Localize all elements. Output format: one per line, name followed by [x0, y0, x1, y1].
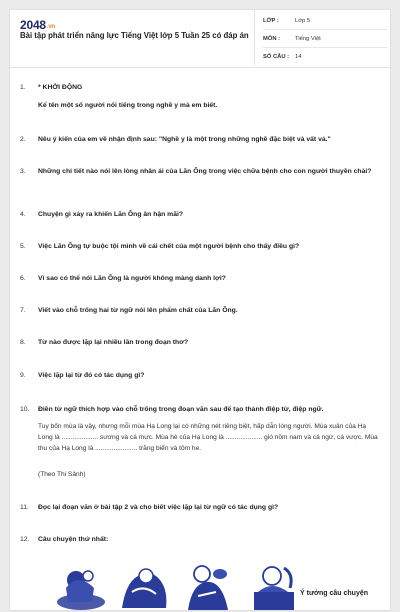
meta-row-grade: [263, 12, 387, 30]
question-text: Vì sao có thể nói Lãn Ông là người không màng danh lợi?: [38, 275, 226, 282]
page-title: Bài tập phát triển năng lực Tiếng Việt lớp 5 Tuần 25 có đáp án: [20, 31, 249, 40]
question-text: Đọc lại đoạn văn ở bài tập 2 và cho biết việc lặp lại từ ngữ có tác dụng gì?: [38, 504, 279, 511]
illustration-caption: Ý tưởng câu chuyện: [300, 590, 369, 597]
meta-value: 14: [295, 54, 302, 60]
question-number: 10.: [20, 406, 30, 413]
question-text: Việc Lãn Ông tự buộc tội mình về cái chết của một người bệnh cho thấy điều gì?: [38, 243, 300, 250]
passage-text: Tuy bốn mùa là vậy, nhưng mỗi mùa Hạ Long lại có những nét riêng biệt, hấp dẫn lòng người. Mùa xuân của Hạ Long là .................... sương và cá mực. Mùa hè của Hạ Long là .................... gió nồm nam và cá ngừ, cá vược. Mùa thu của Hạ Long là ....................... trăng biển và tôm he.: [38, 423, 378, 452]
header-divider: [10, 67, 390, 68]
story-illustration-4: [244, 562, 302, 612]
worksheet-page: [10, 10, 390, 610]
question-number: 2.: [20, 136, 26, 143]
question-text: Điền từ ngữ thích hợp vào chỗ trống trong đoạn văn sau để tạo thành điệp từ, điệp ngữ.: [38, 406, 324, 413]
question-text: * KHỞI ĐỘNG: [38, 84, 83, 91]
meta-value: Tiếng Việt: [295, 35, 321, 42]
question-text: Viết vào chỗ trống hai từ ngữ nói lên phẩm chất của Lãn Ông.: [38, 307, 238, 314]
question-number: 7.: [20, 307, 26, 314]
question-subtext: Kể tên một số người nổi tiếng trong nghề y mà em biết.: [38, 102, 218, 109]
question-number: 12.: [20, 536, 30, 543]
question-number: 1.: [20, 84, 26, 91]
page-header: [10, 10, 390, 65]
story-illustration-3: [180, 562, 238, 612]
question-number: 4.: [20, 211, 26, 218]
meta-row-count: [263, 48, 387, 66]
meta-row-subject: [263, 30, 387, 48]
meta-value: Lớp 5: [295, 17, 311, 24]
question-text: Chuyện gì xảy ra khiến Lãn Ông ân hận mãi?: [38, 211, 184, 218]
question-number: 8.: [20, 339, 26, 346]
story-illustration-1: [52, 562, 110, 612]
question-text: Câu chuyện thứ nhất:: [38, 536, 109, 543]
question-number: 6.: [20, 275, 26, 282]
question-number: 5.: [20, 243, 26, 250]
logo-sub: .vn: [46, 24, 55, 30]
question-text: Nêu ý kiến của em về nhận định sau: "Nghề y là một trong những nghề đặc biệt và vất vả.": [38, 136, 331, 143]
question-number: 11.: [20, 504, 29, 511]
passage-source: (Theo Thi Sảnh): [38, 471, 86, 478]
story-illustration-2: [116, 562, 174, 612]
meta-key: MÔN :: [263, 35, 281, 42]
question-text: Những chi tiết nào nói lên lòng nhân ái của Lãn Ông trong việc chữa bệnh cho con người thuyền chài?: [38, 168, 372, 175]
question-text: Từ nào được lặp lại nhiều lần trong đoạn thơ?: [38, 339, 189, 346]
question-number: 3.: [20, 168, 26, 175]
meta-key: SỐ CÂU :: [263, 54, 290, 60]
logo-main: 2048: [20, 18, 46, 32]
question-text: Việc lặp lại từ đó có tác dụng gì?: [38, 372, 145, 379]
question-number: 9.: [20, 372, 26, 379]
meta-key: LỚP :: [263, 17, 279, 24]
meta-panel: [254, 10, 390, 65]
